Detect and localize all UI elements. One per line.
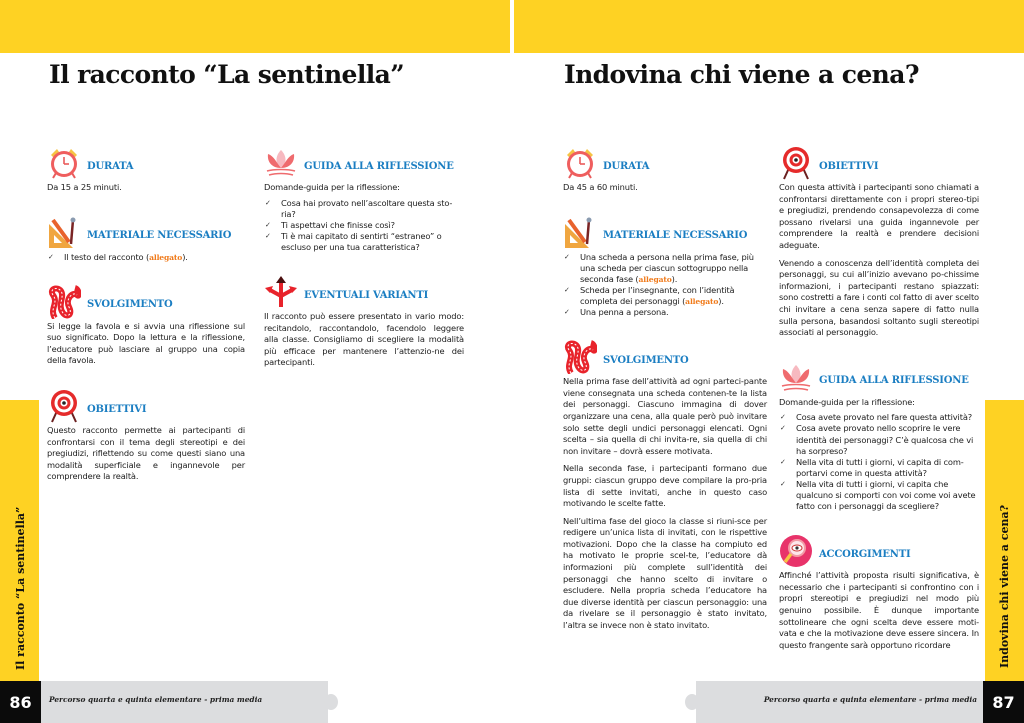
check-icon: ✓ bbox=[780, 424, 786, 433]
alarm-clock-icon bbox=[47, 146, 81, 180]
section-title: DURATA bbox=[603, 160, 650, 172]
check-icon: ✓ bbox=[265, 220, 271, 229]
section-text: Si legge la favola e si avvia una riflessione sul suo significato. Dopo la lettura e la riflessione, l’educatore può lasciare al gruppo una copia della favola. bbox=[47, 320, 245, 366]
lotus-icon bbox=[264, 146, 298, 180]
section-text: Questo racconto permette ai partecipanti di confrontarsi con il tema degli stereotipi e dei pregiudizi, riflettendo su come questi siano una modalità superficiale e ingannevole per comprendere la realtà. bbox=[47, 425, 245, 482]
section-title: SVOLGIMENTO bbox=[603, 354, 689, 366]
right-column-2 bbox=[779, 146, 979, 673]
right-page bbox=[512, 0, 1024, 723]
list-item: ✓ Ti aspettavi che finisse così? bbox=[265, 219, 395, 230]
attachment-link[interactable]: allegato bbox=[685, 296, 719, 306]
section-obiettivi bbox=[47, 389, 245, 483]
target-icon bbox=[47, 389, 81, 423]
puzzle-tab-shape bbox=[324, 694, 338, 710]
top-color-band bbox=[514, 0, 1024, 53]
left-column-1 bbox=[47, 146, 245, 505]
section-materiale bbox=[563, 216, 767, 319]
check-icon: ✓ bbox=[265, 198, 271, 207]
side-tab-band bbox=[0, 400, 39, 681]
check-icon: ✓ bbox=[564, 252, 570, 261]
list-item: ✓ Scheda per l’insegnante, con l’identità completa dei personaggi (allegato). bbox=[564, 284, 735, 306]
section-title: MATERIALE NECESSARIO bbox=[603, 230, 748, 242]
section-svolgimento bbox=[563, 340, 767, 631]
section-text: Da 45 a 60 minuti. bbox=[563, 182, 638, 192]
page-number: 87 bbox=[983, 681, 1024, 723]
section-paragraph: Venendo a conoscenza dell’identità completa dei personaggi, su cui all’inizio avevano po-chissime informazioni, i partecipanti restano spiazzati: sono costretti a fare i conti col fatto di aver scelto chi invitare a cena senza sapere di fatto nulla sulla persona, basandosi soltanto sugli stereotipi associati al personaggio. bbox=[779, 257, 979, 338]
section-title: DURATA bbox=[87, 160, 134, 172]
list-item: ✓ Nella vita di tutti i giorni, vi capita di com-portarvi come in questa attività? bbox=[780, 456, 964, 478]
section-paragraph: Con questa attività i partecipanti sono chiamati a confrontarsi direttamente con i propri stereo-tipi e pregiudizi, prendendo consapevolezza di come possano rivelarsi una guida ingannevole per comprendere la realtà e prendere decisioni adeguate. bbox=[779, 182, 979, 250]
magnifier-eye-icon bbox=[779, 534, 813, 568]
section-materiale bbox=[47, 216, 245, 263]
section-paragraph: Nell’ultima fase del gioco la classe si riuni-sce per redigere un’unica lista di invitati, con le rispettive motivazioni. Dopo che la classe ha compiuto ed ha motivato le proprie scel-te, l’educatore dà informazioni più complete sull’identità dei personaggi che hanno scelto di invitare o escludere. Nella propria scheda l’educatore ha due diverse identità per ciascun personaggio: una da rivelare se il personaggio è stato invitato, l’altra se invece non è stato invitato. bbox=[563, 515, 767, 631]
section-title: GUIDA ALLA RIFLESSIONE bbox=[304, 160, 454, 172]
section-durata bbox=[563, 146, 767, 194]
left-column-2 bbox=[264, 146, 464, 391]
alarm-clock-icon bbox=[563, 146, 597, 180]
list-item: ✓ Cosa avete provato nello scoprire le vere identità dei personaggi? C’è qualcosa che vi ha sorpreso? bbox=[780, 423, 974, 456]
page-title: Indovina chi viene a cena? bbox=[564, 60, 919, 89]
section-accorgimenti bbox=[779, 534, 979, 651]
list-item: ✓ Una penna a persona. bbox=[564, 307, 669, 318]
ruler-pencil-icon bbox=[563, 216, 597, 250]
section-text: Da 15 a 25 minuti. bbox=[47, 182, 122, 192]
attachment-link[interactable]: allegato bbox=[638, 274, 672, 284]
target-icon bbox=[779, 146, 813, 180]
list-item: ✓ Cosa hai provato nell’ascoltare questa sto-ria? bbox=[265, 197, 453, 219]
footer-text: Percorso quarta e quinta elementare - prima media bbox=[49, 695, 263, 704]
ruler-pencil-icon bbox=[47, 216, 81, 250]
materials-list bbox=[563, 252, 767, 319]
section-varianti bbox=[264, 275, 464, 369]
top-color-band bbox=[0, 0, 510, 53]
check-icon: ✓ bbox=[48, 252, 54, 261]
section-title: SVOLGIMENTO bbox=[87, 299, 173, 311]
questions-list bbox=[779, 412, 979, 512]
check-icon: ✓ bbox=[780, 457, 786, 466]
list-item: ✓ Ti è mai capitato di sentirti “estraneo” o escluso per una tua caratteristica? bbox=[265, 230, 442, 252]
check-icon: ✓ bbox=[780, 413, 786, 422]
section-title: EVENTUALI VARIANTI bbox=[304, 289, 429, 301]
section-title: MATERIALE NECESSARIO bbox=[87, 230, 232, 242]
section-title: OBIETTIVI bbox=[819, 160, 879, 172]
materials-list bbox=[47, 252, 245, 263]
right-column-1 bbox=[563, 146, 767, 654]
page-title: Il racconto “La sentinella” bbox=[49, 60, 405, 89]
list-item: ✓ Nella vita di tutti i giorni, vi capita che qualcuno si comporti con voi come voi avete fatto con i personaggi da scegliere? bbox=[780, 478, 976, 512]
section-title: GUIDA ALLA RIFLESSIONE bbox=[819, 375, 969, 387]
side-tab-title: Il racconto “La sentinella” bbox=[14, 506, 27, 670]
section-intro: Domande-guida per la riflessione: bbox=[779, 396, 915, 407]
section-intro: Domande-guida per la riflessione: bbox=[264, 182, 400, 192]
side-tab-title: Indovina chi viene a cena? bbox=[998, 504, 1011, 668]
winding-road-icon bbox=[563, 340, 597, 374]
section-guida bbox=[264, 146, 464, 253]
list-item: ✓ Cosa avete provato nel fare questa attività? bbox=[780, 412, 973, 423]
lotus-icon bbox=[779, 361, 813, 395]
footer-text: Percorso quarta e quinta elementare - prima media bbox=[763, 695, 977, 704]
signpost-arrows-icon bbox=[264, 275, 298, 309]
questions-list bbox=[264, 198, 464, 253]
section-durata bbox=[47, 146, 245, 194]
page-number: 86 bbox=[0, 681, 41, 723]
page-footer bbox=[512, 681, 1024, 723]
section-paragraph: Nella prima fase dell’attività ad ogni parteci-pante viene consegnata una scheda contenen-te la lista dei personaggi. Ciascuno immagina di dover organizzare una cena, alla quale però può invitare solo sette degli undici personaggi elencati. Ogni scelta – sia quella di chi invita-re, sia quella di chi non invitare – dovrà essere motivata. bbox=[563, 376, 767, 456]
check-icon: ✓ bbox=[265, 231, 271, 240]
list-item: ✓ Una scheda a persona nella prima fase, più una scheda per ciascun sottogruppo nella seconda fase (allegato). bbox=[564, 251, 754, 284]
list-item: ✓ Il testo del racconto (allegato). bbox=[48, 251, 188, 262]
check-icon: ✓ bbox=[564, 308, 570, 317]
section-text: Il racconto può essere presentato in vario modo: recitandolo, raccontandolo, facendolo leggere alla classe. Consigliamo di scegliere la modalità più efficace per mantenere l’attenzio-ne dei partecipanti. bbox=[264, 311, 464, 368]
side-tab-band bbox=[985, 400, 1024, 681]
section-text: Affinché l’attività proposta risulti significativa, è necessario che i partecipanti si confrontino con i propri stereotipi e pregiudizi nel modo più genuino possibile. È dunque importante sottolineare che ogni scelta deve essere moti-vata e che la motivazione deve essere sincera. In questo frangente sarà opportuno ricordare bbox=[779, 570, 979, 650]
section-paragraph: Nella seconda fase, i partecipanti formano due gruppi: ciascun gruppo deve compilare la pro-pria lista di sette invitati, anche in questo caso motivando le scelte fatte. bbox=[563, 463, 767, 509]
page-footer bbox=[0, 681, 512, 723]
check-icon: ✓ bbox=[564, 285, 570, 294]
section-obiettivi bbox=[779, 146, 979, 339]
section-svolgimento bbox=[47, 285, 245, 367]
attachment-link[interactable]: allegato bbox=[149, 252, 183, 262]
section-title: ACCORGIMENTI bbox=[819, 548, 911, 560]
section-guida bbox=[779, 361, 979, 512]
check-icon: ✓ bbox=[780, 479, 786, 488]
winding-road-icon bbox=[47, 285, 81, 319]
section-title: OBIETTIVI bbox=[87, 403, 147, 415]
